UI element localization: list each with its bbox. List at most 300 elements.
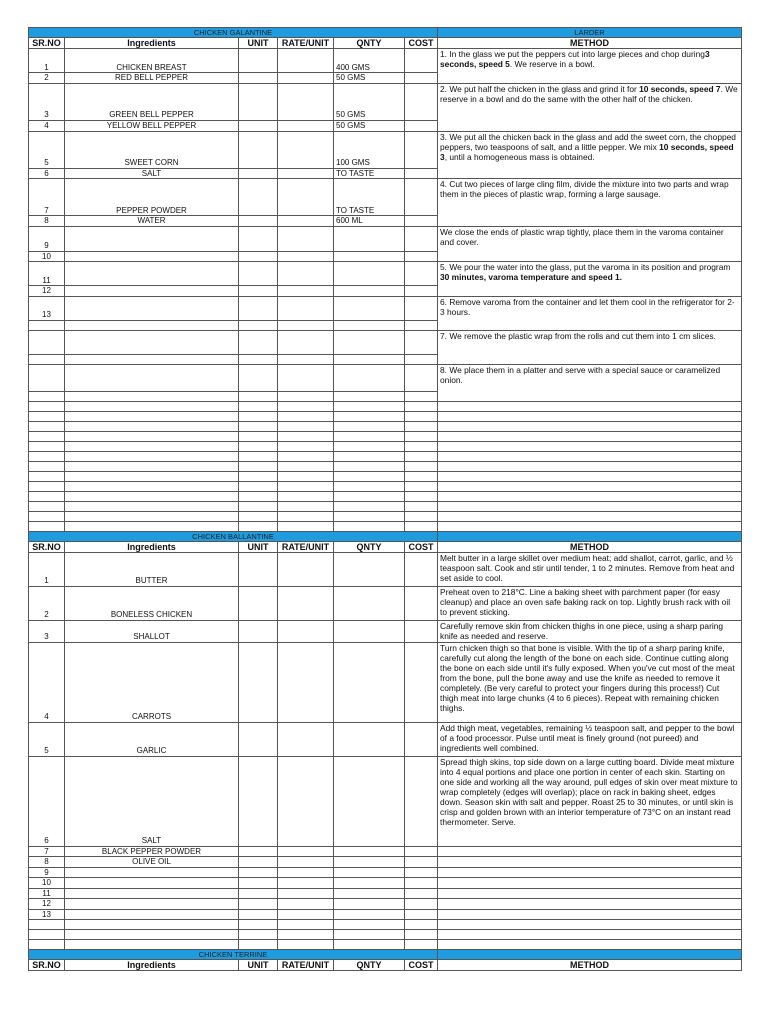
cost-cell	[405, 846, 438, 857]
ingredient-cell	[65, 867, 239, 878]
unit-cell	[239, 857, 278, 868]
method-text: 8. We place them in a platter and serve with a special sauce or caramelized onion.	[440, 364, 721, 385]
empty-cell	[239, 421, 278, 431]
recipe-table	[28, 27, 742, 971]
cost-cell	[405, 83, 438, 120]
cost-cell	[405, 867, 438, 878]
sr-no-cell: 13	[29, 909, 65, 920]
qnty-cell	[334, 857, 405, 868]
table-row	[29, 441, 742, 451]
empty-cell	[405, 451, 438, 461]
ingredient-cell: SALT	[65, 756, 239, 846]
sr-no-cell: 3	[29, 620, 65, 642]
empty-cell	[65, 364, 239, 391]
empty-cell	[334, 481, 405, 491]
empty-cell	[65, 354, 239, 364]
empty-cell	[334, 451, 405, 461]
table-row	[29, 491, 742, 501]
empty-cell	[65, 320, 239, 330]
empty-cell	[239, 920, 278, 930]
cost-cell	[405, 286, 438, 297]
rate-cell	[278, 179, 334, 216]
sr-no-cell: 11	[29, 262, 65, 286]
qnty-cell	[334, 878, 405, 889]
qnty-cell	[334, 586, 405, 620]
empty-cell	[334, 501, 405, 511]
empty-cell	[29, 421, 65, 431]
empty-cell	[239, 431, 278, 441]
sr-no-cell: 6	[29, 756, 65, 846]
sr-no-cell: 8	[29, 857, 65, 868]
sr-no-cell: 10	[29, 878, 65, 889]
empty-cell	[65, 451, 239, 461]
empty-cell	[29, 491, 65, 501]
col-header-rate: RATE/UNIT	[278, 960, 334, 971]
empty-cell	[29, 920, 65, 930]
empty-cell	[334, 511, 405, 521]
empty-cell	[334, 491, 405, 501]
method-text: 7. We remove the plastic wrap from the rolls and cut them into 1 cm slices.	[440, 330, 716, 341]
sr-no-cell: 10	[29, 251, 65, 262]
section-title-filler	[438, 531, 742, 541]
empty-cell	[29, 320, 65, 330]
empty-cell	[334, 940, 405, 950]
empty-cell	[65, 421, 239, 431]
empty-cell	[65, 940, 239, 950]
empty-cell	[29, 930, 65, 940]
empty-cell	[405, 401, 438, 411]
empty-cell	[65, 501, 239, 511]
empty-cell	[278, 481, 334, 491]
qnty-cell: 50 GMS	[334, 83, 405, 120]
empty-cell	[334, 421, 405, 431]
unit-cell	[239, 586, 278, 620]
section-title-row	[29, 950, 742, 960]
empty-cell	[65, 920, 239, 930]
empty-cell	[278, 471, 334, 481]
cost-cell	[405, 899, 438, 910]
unit-cell	[239, 846, 278, 857]
cost-cell	[405, 878, 438, 889]
ingredient-cell: WATER	[65, 216, 239, 227]
sr-no-cell: 1	[29, 49, 65, 73]
col-header-srno: SR.NO	[29, 960, 65, 971]
qnty-cell: TO TASTE	[334, 168, 405, 179]
empty-cell	[334, 354, 405, 364]
empty-cell	[278, 431, 334, 441]
rate-cell	[278, 857, 334, 868]
table-row	[29, 83, 742, 120]
table-row	[29, 511, 742, 521]
ingredient-cell: BLACK PEPPER POWDER	[65, 846, 239, 857]
empty-cell	[334, 411, 405, 421]
col-header-unit: UNIT	[239, 38, 278, 49]
cost-cell	[405, 226, 438, 251]
col-header-rate: RATE/UNIT	[278, 541, 334, 552]
empty-cell	[65, 441, 239, 451]
section-title-filler	[438, 950, 742, 960]
rate-cell	[278, 286, 334, 297]
empty-cell	[438, 451, 742, 461]
empty-cell	[239, 511, 278, 521]
table-row	[29, 620, 742, 642]
empty-cell	[29, 441, 65, 451]
sr-no-cell: 4	[29, 120, 65, 131]
unit-cell	[239, 120, 278, 131]
empty-cell	[65, 431, 239, 441]
unit-cell	[239, 131, 278, 168]
empty-cell	[405, 431, 438, 441]
unit-cell	[239, 73, 278, 84]
sr-no-cell: 9	[29, 867, 65, 878]
empty-cell	[334, 521, 405, 531]
sr-no-cell: 11	[29, 888, 65, 899]
qnty-cell	[334, 756, 405, 846]
table-row	[29, 909, 742, 920]
empty-cell	[405, 521, 438, 531]
empty-cell	[438, 461, 742, 471]
empty-cell	[65, 330, 239, 354]
unit-cell	[239, 867, 278, 878]
table-row	[29, 296, 742, 320]
empty-cell	[278, 364, 334, 391]
sr-no-cell: 4	[29, 642, 65, 722]
rate-cell	[278, 888, 334, 899]
cost-cell	[405, 552, 438, 586]
empty-cell	[239, 451, 278, 461]
empty-cell	[334, 930, 405, 940]
ingredient-cell: CHICKEN BREAST	[65, 49, 239, 73]
ingredient-cell	[65, 909, 239, 920]
qnty-cell	[334, 620, 405, 642]
sr-no-cell: 6	[29, 168, 65, 179]
empty-cell	[239, 471, 278, 481]
ingredient-cell: CARROTS	[65, 642, 239, 722]
empty-cell	[29, 364, 65, 391]
unit-cell	[239, 286, 278, 297]
empty-cell	[29, 451, 65, 461]
empty-cell	[29, 940, 65, 950]
method-step	[438, 846, 742, 857]
method-step: Spread thigh skins, top side down on a large cutting board. Divide meat mixture into 4 equal portions and place one portion in center of each skin. Starting on one side and working all the way around, pull edges of skin over meat mixture to wrap completely (edges will overlap); place on rack in baking sheet, edges down. Season skin with salt and pepper. Roast 25 to 30 minutes, or until skin is crisp and golden brown with an interior temperature of 73°C on an instant read thermometer. Serve.	[438, 756, 742, 846]
method-step	[438, 909, 742, 920]
cost-cell	[405, 120, 438, 131]
col-header-qnty: QNTY	[334, 541, 405, 552]
empty-cell	[239, 930, 278, 940]
ingredient-cell	[65, 296, 239, 320]
rate-cell	[278, 620, 334, 642]
empty-cell	[278, 501, 334, 511]
empty-cell	[278, 920, 334, 930]
rate-cell	[278, 586, 334, 620]
empty-cell	[405, 411, 438, 421]
ingredient-cell	[65, 899, 239, 910]
empty-cell	[405, 461, 438, 471]
cost-cell	[405, 296, 438, 320]
qnty-cell	[334, 722, 405, 756]
empty-cell	[438, 930, 742, 940]
method-step	[438, 262, 742, 297]
method-step: Preheat oven to 218°C. Line a baking sheet with parchment paper (for easy cleanup) and place an oven safe baking rack on top. Lightly brush rack with oil to prevent sticking.	[438, 586, 742, 620]
empty-cell	[438, 411, 742, 421]
empty-cell	[239, 491, 278, 501]
method-step	[438, 330, 742, 364]
empty-cell	[405, 930, 438, 940]
col-header-cost: COST	[405, 541, 438, 552]
table-row	[29, 867, 742, 878]
empty-cell	[405, 501, 438, 511]
method-text-bold: 10 seconds, speed 7	[639, 83, 721, 94]
rate-cell	[278, 131, 334, 168]
rate-cell	[278, 722, 334, 756]
empty-cell	[65, 391, 239, 401]
table-row	[29, 481, 742, 491]
rate-cell	[278, 262, 334, 286]
ingredient-cell: GREEN BELL PEPPER	[65, 83, 239, 120]
empty-cell	[65, 481, 239, 491]
empty-cell	[239, 391, 278, 401]
rate-cell	[278, 296, 334, 320]
table-row	[29, 49, 742, 73]
rate-cell	[278, 168, 334, 179]
empty-cell	[405, 391, 438, 401]
method-step	[438, 226, 742, 262]
cost-cell	[405, 262, 438, 286]
empty-cell	[239, 481, 278, 491]
empty-cell	[278, 930, 334, 940]
empty-cell	[334, 471, 405, 481]
col-header-method: METHOD	[438, 541, 742, 552]
ingredient-cell	[65, 286, 239, 297]
method-text: . We reserve in a bowl and do the same with the other half of the chicken.	[440, 83, 738, 104]
table-row	[29, 920, 742, 930]
empty-cell	[29, 391, 65, 401]
header-row	[29, 541, 742, 552]
qnty-cell	[334, 642, 405, 722]
rate-cell	[278, 899, 334, 910]
cost-cell	[405, 73, 438, 84]
recipe-table-body	[29, 28, 742, 971]
empty-cell	[29, 431, 65, 441]
empty-cell	[438, 401, 742, 411]
method-text: 2. We put half the chicken in the glass and grind it for	[440, 83, 640, 94]
method-text: 3. We put all the chicken back in the glass and add the sweet corn, the chopped peppers, two teaspoons of salt, and a little pepper. We mix	[440, 131, 736, 152]
method-step: Melt butter in a large skillet over medium heat; add shallot, carrot, garlic, and ½ teaspoon salt. Cook and stir until tender, 1 to 2 minutes. Remove from heat and set aside to cool.	[438, 552, 742, 586]
sr-no-cell: 5	[29, 722, 65, 756]
empty-cell	[239, 354, 278, 364]
rate-cell	[278, 878, 334, 889]
sr-no-cell: 8	[29, 216, 65, 227]
empty-cell	[239, 521, 278, 531]
col-header-method: METHOD	[438, 38, 742, 49]
table-row	[29, 471, 742, 481]
empty-cell	[278, 401, 334, 411]
header-row	[29, 960, 742, 971]
method-step: Turn chicken thigh so that bone is visible. With the tip of a sharp paring knife, carefully cut along the length of the bone on each side. Continue cutting along the bone on each side until it's fully exposed. When you've cut most of the meat from the bone, pull the bone away and use the knife as needed to remove it completely. (Be very careful to protect your fingers during this process!) Cut thigh meat into large chunks (4 to 6 pieces). Repeat with remaining chicken thighs.	[438, 642, 742, 722]
empty-cell	[65, 511, 239, 521]
qnty-cell	[334, 296, 405, 320]
sr-no-cell: 5	[29, 131, 65, 168]
method-text: , until a homogeneous mass is obtained.	[444, 151, 595, 162]
unit-cell	[239, 216, 278, 227]
empty-cell	[29, 330, 65, 354]
empty-cell	[438, 421, 742, 431]
rate-cell	[278, 226, 334, 251]
empty-cell	[65, 471, 239, 481]
cost-cell	[405, 586, 438, 620]
table-row	[29, 552, 742, 586]
ingredient-cell	[65, 226, 239, 251]
section-title-row	[29, 28, 742, 38]
ingredient-cell	[65, 888, 239, 899]
empty-cell	[405, 920, 438, 930]
rate-cell	[278, 756, 334, 846]
table-row	[29, 262, 742, 286]
empty-cell	[278, 421, 334, 431]
table-row	[29, 756, 742, 846]
empty-cell	[405, 511, 438, 521]
table-row	[29, 226, 742, 251]
sr-no-cell: 1	[29, 552, 65, 586]
empty-cell	[278, 441, 334, 451]
ingredient-cell	[65, 878, 239, 889]
empty-cell	[278, 330, 334, 354]
empty-cell	[334, 330, 405, 354]
table-row	[29, 411, 742, 421]
empty-cell	[334, 401, 405, 411]
table-row	[29, 131, 742, 168]
qnty-cell	[334, 552, 405, 586]
table-row	[29, 642, 742, 722]
ingredient-cell: SWEET CORN	[65, 131, 239, 168]
table-row	[29, 930, 742, 940]
empty-cell	[438, 441, 742, 451]
empty-cell	[405, 491, 438, 501]
unit-cell	[239, 168, 278, 179]
unit-cell	[239, 251, 278, 262]
cost-cell	[405, 909, 438, 920]
rate-cell	[278, 83, 334, 120]
unit-cell	[239, 226, 278, 251]
unit-cell	[239, 83, 278, 120]
qnty-cell: 50 GMS	[334, 120, 405, 131]
empty-cell	[405, 320, 438, 330]
empty-cell	[405, 471, 438, 481]
empty-cell	[29, 471, 65, 481]
col-header-method: METHOD	[438, 960, 742, 971]
cost-cell	[405, 756, 438, 846]
cost-cell	[405, 49, 438, 73]
table-row	[29, 330, 742, 354]
unit-cell	[239, 899, 278, 910]
method-text: 1. In the glass we put the peppers cut into large pieces and chop during	[440, 49, 705, 59]
empty-cell	[278, 521, 334, 531]
method-text: 5. We pour the water into the glass, put the varoma in its position and program	[440, 262, 731, 272]
ingredient-cell: BONELESS CHICKEN	[65, 586, 239, 620]
qnty-cell: 50 GMS	[334, 73, 405, 84]
empty-cell	[278, 411, 334, 421]
empty-cell	[334, 461, 405, 471]
recipe-sheet	[28, 27, 741, 971]
table-row	[29, 878, 742, 889]
method-text: We close the ends of plastic wrap tightly, place them in the varoma container and cover.	[440, 226, 724, 247]
col-header-srno: SR.NO	[29, 541, 65, 552]
section-title: CHICKEN GALANTINE	[29, 28, 438, 38]
col-header-ingredients: Ingredients	[65, 960, 239, 971]
table-row	[29, 888, 742, 899]
table-row	[29, 364, 742, 391]
empty-cell	[278, 940, 334, 950]
empty-cell	[29, 461, 65, 471]
col-header-srno: SR.NO	[29, 38, 65, 49]
empty-cell	[29, 511, 65, 521]
rate-cell	[278, 642, 334, 722]
table-row	[29, 857, 742, 868]
method-text-bold: 3 seconds, speed 5	[440, 49, 710, 69]
empty-cell	[65, 401, 239, 411]
empty-cell	[65, 521, 239, 531]
rate-cell	[278, 49, 334, 73]
empty-cell	[278, 491, 334, 501]
empty-cell	[438, 501, 742, 511]
sr-no-cell: 13	[29, 296, 65, 320]
empty-cell	[29, 481, 65, 491]
rate-cell	[278, 251, 334, 262]
section-label: LARDER	[438, 28, 742, 38]
empty-cell	[65, 930, 239, 940]
table-row	[29, 431, 742, 441]
section-title-row	[29, 531, 742, 541]
ingredient-cell	[65, 262, 239, 286]
table-row	[29, 421, 742, 431]
empty-cell	[29, 411, 65, 421]
empty-cell	[334, 320, 405, 330]
cost-cell	[405, 722, 438, 756]
method-step	[438, 131, 742, 179]
cost-cell	[405, 888, 438, 899]
empty-cell	[405, 364, 438, 391]
section-title: CHICKEN TERRINE	[29, 950, 438, 960]
unit-cell	[239, 909, 278, 920]
method-step	[438, 878, 742, 889]
empty-cell	[405, 354, 438, 364]
empty-cell	[405, 481, 438, 491]
cost-cell	[405, 251, 438, 262]
rate-cell	[278, 846, 334, 857]
method-step	[438, 857, 742, 868]
method-step	[438, 364, 742, 401]
unit-cell	[239, 756, 278, 846]
col-header-cost: COST	[405, 38, 438, 49]
qnty-cell	[334, 888, 405, 899]
empty-cell	[405, 940, 438, 950]
empty-cell	[239, 330, 278, 354]
table-row	[29, 722, 742, 756]
empty-cell	[239, 411, 278, 421]
rate-cell	[278, 120, 334, 131]
sr-no-cell: 12	[29, 899, 65, 910]
empty-cell	[405, 330, 438, 354]
method-step	[438, 899, 742, 910]
unit-cell	[239, 262, 278, 286]
sr-no-cell: 7	[29, 846, 65, 857]
cost-cell	[405, 642, 438, 722]
cost-cell	[405, 620, 438, 642]
ingredient-cell: SHALLOT	[65, 620, 239, 642]
ingredient-cell: OLIVE OIL	[65, 857, 239, 868]
unit-cell	[239, 49, 278, 73]
empty-cell	[438, 920, 742, 930]
